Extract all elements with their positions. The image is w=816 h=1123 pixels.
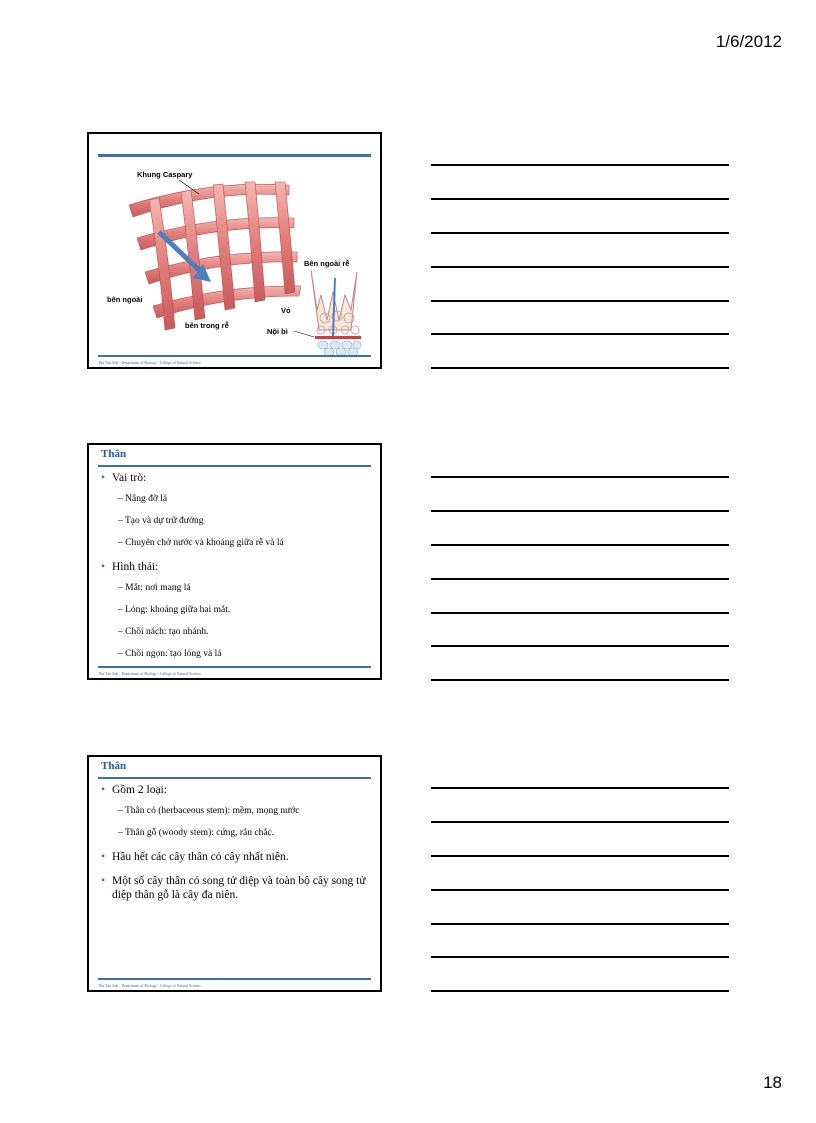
slide-footer-bar <box>98 355 371 357</box>
note-line <box>431 333 729 335</box>
slide-footer: Bui Tan Anh - Department of Biology - College of Natural Science <box>99 361 201 365</box>
slide-footer-bar <box>98 666 371 668</box>
sub-bullet-item: – Thân cỏ (herbaceous stem): mềm, mọng nước <box>118 806 300 817</box>
note-line <box>431 578 729 580</box>
slide-footer-bar <box>98 978 371 980</box>
sub-bullet-item: – Tạo và dự trữ đường <box>118 516 204 527</box>
note-line <box>431 266 729 268</box>
slide-footer: Bui Tan Anh - Department of Biology - College of Natural Science <box>99 984 201 988</box>
sub-bullet-item: – Chuyên chở nước và khoáng giữa rễ và lá <box>118 538 284 549</box>
sub-bullet-item: – Thân gỗ (woody stem): cứng, rắn chắc. <box>118 828 275 839</box>
bullet-item: • Hầu hết các cây thân cỏ cây nhất niên. <box>100 850 372 864</box>
header-date: 1/6/2012 <box>715 32 782 51</box>
note-line <box>431 679 729 681</box>
bullet-item: • Gồm 2 loại: <box>100 783 372 797</box>
note-line <box>431 787 729 789</box>
label-endodermis: Nội bì <box>267 327 288 336</box>
note-line <box>431 645 729 647</box>
sub-bullet-item: – Chồi ngọn: tạo lóng và lá <box>118 649 222 659</box>
note-line <box>431 367 729 369</box>
sub-bullet-item: – Nâng đỡ lá <box>118 494 168 505</box>
note-line <box>431 889 729 891</box>
note-line <box>431 476 729 478</box>
note-line <box>431 923 729 925</box>
slide-title: Thân <box>101 448 127 460</box>
sub-bullet-item: – Chồi nách: tạo nhánh. <box>118 627 209 638</box>
slide-3 <box>87 755 382 992</box>
root-section-inset <box>311 270 361 356</box>
note-line <box>431 510 729 512</box>
slide-title-bar <box>98 465 371 467</box>
caspary-lattice <box>129 182 301 330</box>
label-inside-root: bên trong rễ <box>185 321 229 330</box>
sub-bullet-item: – Lóng: khoảng giữa hai mắt. <box>118 605 231 616</box>
note-line <box>431 956 729 958</box>
note-line <box>431 855 729 857</box>
label-caspary: Khung Caspary <box>137 170 193 179</box>
bullet-item: • Hình thái: <box>100 560 372 574</box>
note-line <box>431 821 729 823</box>
note-line <box>431 990 729 992</box>
note-line <box>431 544 729 546</box>
bullet-item: • Một số cây thân cỏ song tử diệp và toàn bộ cây song tử diệp thân gỗ là cây đa niên. <box>100 874 372 903</box>
slide-body <box>100 471 372 671</box>
note-line <box>431 164 729 166</box>
label-outside: bên ngoài <box>107 295 143 304</box>
page-number: 18 <box>763 1073 782 1092</box>
slide-title-bar <box>98 777 371 779</box>
note-line <box>431 300 729 302</box>
note-line <box>431 612 729 614</box>
slide-title: Thân <box>101 760 127 772</box>
slide-1 <box>87 132 382 369</box>
slide-footer: Bui Tan Anh - Department of Biology - College of Natural Science <box>99 672 201 676</box>
note-line <box>431 232 729 234</box>
bullet-item: • Vai trò: <box>100 471 372 485</box>
slide-2 <box>87 443 382 680</box>
label-outside-root: Bên ngoài rễ <box>304 259 350 268</box>
slide-body <box>100 783 372 911</box>
slide-title-bar <box>98 154 371 157</box>
casparian-strip-figure <box>89 160 380 360</box>
label-cortex: Vỏ <box>281 306 291 315</box>
note-line <box>431 198 729 200</box>
sub-bullet-item: – Mắt: nơi mang lá <box>118 583 191 594</box>
